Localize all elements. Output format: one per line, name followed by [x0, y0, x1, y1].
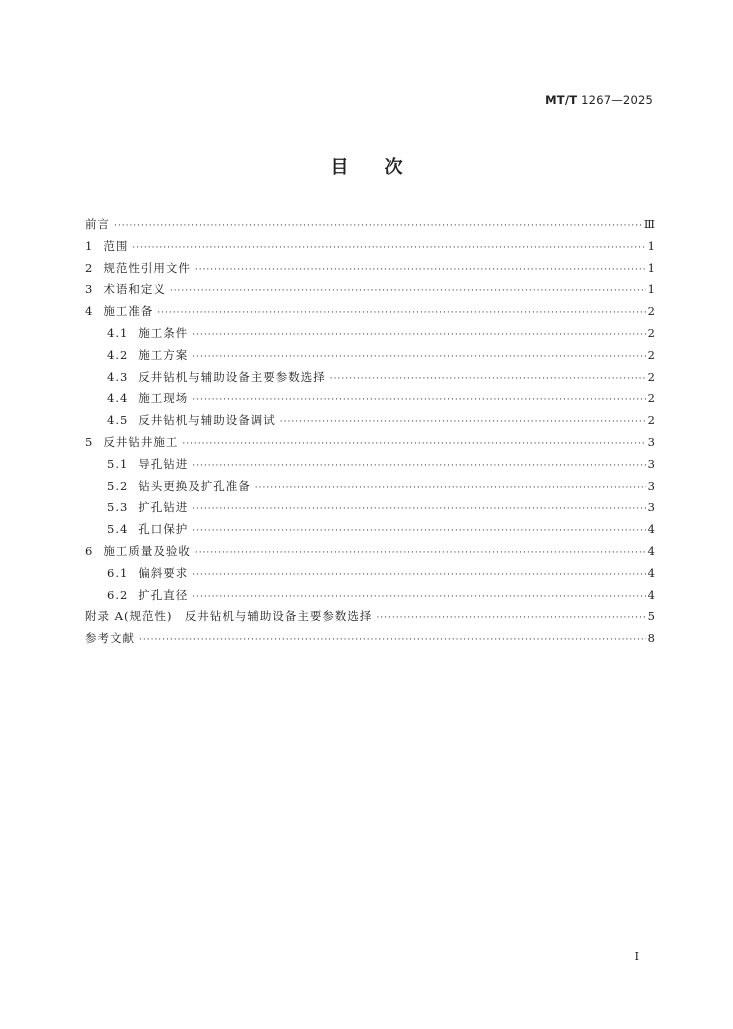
toc-entry-number: 5.4 — [107, 522, 129, 537]
toc-entry-label — [107, 499, 188, 515]
toc-entry-number: 4.2 — [107, 347, 129, 362]
toc-entry[interactable] — [85, 587, 655, 609]
toc-entry[interactable] — [85, 608, 655, 630]
toc-leader-dots — [132, 243, 645, 253]
toc-entry-label — [107, 456, 188, 472]
toc-entry-number: 6.1 — [107, 565, 129, 580]
table-of-contents — [85, 216, 655, 652]
toc-entry-page: 2 — [647, 369, 655, 384]
toc-entry-text: 前言 — [85, 217, 110, 231]
toc-leader-dots — [157, 308, 645, 318]
toc-entry[interactable] — [85, 499, 655, 521]
toc-entry-page: 3 — [647, 478, 655, 493]
toc-entry-label — [85, 543, 191, 559]
toc-leader-dots — [255, 483, 646, 493]
toc-entry-label — [107, 390, 188, 406]
page-number: I — [634, 950, 639, 963]
toc-entry-text: 参考文献 — [85, 631, 135, 646]
toc-entry-text: 反井钻机与辅助设备调试 — [138, 413, 276, 428]
toc-entry-page: 2 — [647, 304, 655, 319]
toc-entry-label — [107, 347, 188, 363]
toc-entry-label — [107, 521, 188, 537]
toc-entry-number: 6 — [85, 543, 94, 558]
toc-entry-number: 4.3 — [107, 369, 129, 384]
toc-entry-text: 施工准备 — [103, 304, 154, 319]
toc-entry-page: 2 — [647, 347, 655, 362]
toc-entry-label — [85, 216, 110, 232]
toc-leader-dots — [192, 570, 645, 580]
toc-entry-page: 3 — [647, 500, 655, 515]
toc-entry-page: 4 — [647, 587, 655, 602]
toc-entry-number: 4.5 — [107, 413, 129, 428]
toc-entry[interactable] — [85, 390, 655, 412]
toc-entry-number: 5 — [85, 434, 94, 449]
toc-entry-label — [107, 565, 188, 581]
toc-entry-number: 5.1 — [107, 456, 129, 471]
toc-entry-page: 2 — [647, 413, 655, 428]
toc-leader-dots — [192, 352, 645, 362]
toc-leader-dots — [114, 221, 642, 231]
toc-leader-dots — [195, 548, 646, 558]
toc-entry-number: 6.2 — [107, 587, 129, 602]
document-code — [545, 93, 653, 107]
toc-leader-dots — [280, 417, 646, 427]
toc-entry-page: Ⅲ — [643, 217, 655, 231]
toc-entry-page: 1 — [647, 282, 655, 297]
page-title: 目次 — [330, 157, 439, 178]
toc-entry-page: 5 — [647, 609, 655, 624]
toc-leader-dots — [376, 613, 645, 623]
toc-entry-number: 4 — [85, 304, 94, 319]
toc-entry-label — [107, 412, 276, 428]
toc-entry-number: 2 — [85, 260, 94, 275]
toc-entry-label — [107, 587, 188, 603]
toc-entry-page: 2 — [647, 325, 655, 340]
toc-entry-page: 4 — [647, 565, 655, 580]
toc-entry[interactable] — [85, 478, 655, 500]
toc-leader-dots — [192, 526, 645, 536]
toc-entry-number: 5.2 — [107, 478, 129, 493]
toc-entry-label — [85, 630, 135, 646]
toc-entry[interactable] — [85, 260, 655, 282]
toc-entry-text: 反井钻井施工 — [103, 434, 179, 449]
toc-leader-dots — [170, 286, 646, 296]
toc-entry-page: 1 — [647, 260, 655, 275]
toc-entry-label — [85, 434, 178, 450]
toc-entry-label — [85, 281, 166, 297]
toc-leader-dots — [192, 592, 645, 602]
toc-entry-text: 孔口保护 — [138, 522, 189, 537]
toc-leader-dots — [192, 461, 645, 471]
toc-leader-dots — [182, 439, 645, 449]
toc-entry[interactable] — [85, 303, 655, 325]
toc-entry-text: 施工方案 — [138, 347, 189, 362]
toc-leader-dots — [195, 265, 646, 275]
toc-entry[interactable] — [85, 281, 655, 303]
toc-entry-number: 4.4 — [107, 391, 129, 406]
toc-leader-dots — [192, 395, 645, 405]
toc-entry-text: 施工现场 — [138, 391, 189, 406]
toc-entry[interactable] — [85, 325, 655, 347]
toc-entry-page: 3 — [647, 456, 655, 471]
toc-entry[interactable] — [85, 347, 655, 369]
document-code-number: 1267—2025 — [581, 93, 653, 107]
toc-leader-dots — [192, 330, 645, 340]
toc-entry-page: 2 — [647, 391, 655, 406]
toc-entry-page: 3 — [647, 434, 655, 449]
toc-entry-text: 反井钻机与辅助设备主要参数选择 — [138, 369, 326, 384]
toc-entry-text: 扩孔直径 — [138, 587, 189, 602]
toc-entry-label — [85, 608, 372, 624]
toc-entry-label — [85, 260, 191, 276]
toc-entry-page: 4 — [647, 522, 655, 537]
toc-entry[interactable] — [85, 521, 655, 543]
toc-entry[interactable] — [85, 238, 655, 260]
toc-leader-dots — [192, 504, 645, 514]
toc-entry-text: 钻头更换及扩孔准备 — [138, 478, 251, 493]
toc-entry[interactable] — [85, 412, 655, 434]
toc-entry-page: 8 — [647, 631, 655, 646]
toc-entry-page: 4 — [647, 543, 655, 558]
toc-entry[interactable] — [85, 630, 655, 652]
toc-entry-text: 扩孔钻进 — [138, 500, 189, 515]
toc-entry-text: 偏斜要求 — [138, 565, 189, 580]
toc-entry-text: 规范性引用文件 — [103, 260, 191, 275]
toc-entry-number: 5.3 — [107, 500, 129, 515]
toc-entry[interactable] — [85, 565, 655, 587]
toc-entry-text: 范围 — [103, 238, 129, 253]
toc-entry-text: 术语和定义 — [103, 282, 166, 297]
toc-entry-text: 施工条件 — [138, 325, 189, 340]
toc-entry[interactable] — [85, 456, 655, 478]
toc-entry-label — [107, 369, 326, 385]
toc-entry-number: 4.1 — [107, 325, 129, 340]
toc-leader-dots — [139, 635, 646, 645]
toc-entry-text: 附录 A(规范性) 反井钻机与辅助设备主要参数选择 — [85, 609, 373, 624]
toc-entry-number: 3 — [85, 282, 94, 297]
toc-entry[interactable] — [85, 369, 655, 391]
toc-entry[interactable] — [85, 434, 655, 456]
toc-entry-label — [107, 478, 251, 494]
document-code-prefix: MT/T — [545, 93, 578, 107]
toc-entry[interactable] — [85, 216, 655, 238]
toc-entry-label — [85, 303, 153, 319]
toc-entry-text: 导孔钻进 — [138, 456, 189, 471]
toc-entry-text: 施工质量及验收 — [103, 543, 191, 558]
toc-entry-number: 1 — [85, 238, 94, 253]
toc-entry-label — [85, 238, 128, 254]
toc-leader-dots — [330, 374, 646, 384]
toc-entry-label — [107, 325, 188, 341]
toc-entry[interactable] — [85, 543, 655, 565]
toc-entry-page: 1 — [647, 238, 655, 253]
